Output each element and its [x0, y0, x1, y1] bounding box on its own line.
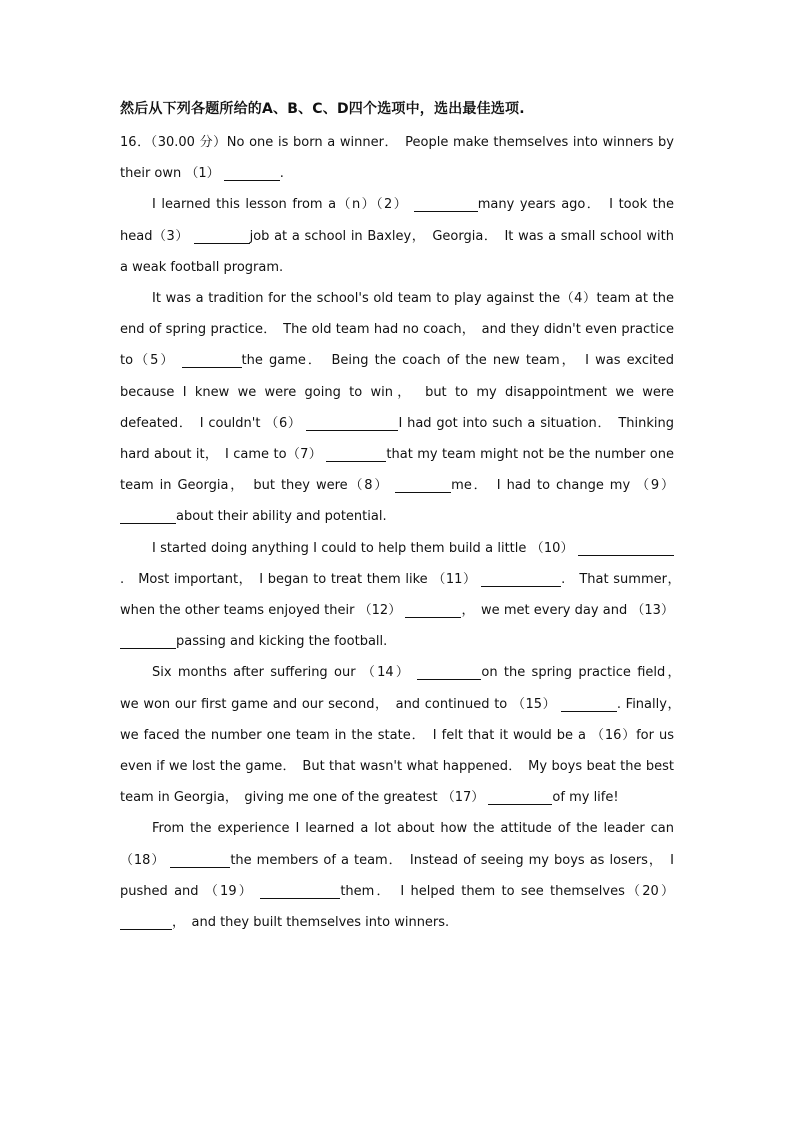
blank-20[interactable]	[120, 913, 172, 930]
paragraph-4: Six months after suffering our （14） on the spring practice field， we won our first game and our second， and continued to （15） . Finally， we faced the number one team in the state． I felt that it would be a （16）for us even if we lost the game． But that wasn't what happened． My boys beat the best team in Georgia， giving me one of the greatest （17） of my life!	[120, 665, 688, 806]
blank-15[interactable]	[561, 695, 617, 712]
blank-19[interactable]	[260, 882, 340, 899]
blank-7[interactable]	[326, 445, 386, 462]
blank-6[interactable]	[306, 414, 398, 431]
blank-10[interactable]	[578, 539, 674, 556]
blank-17[interactable]	[488, 788, 552, 805]
question-16-intro: 16．（30.00 分）No one is born a winner． People make themselves into winners by their own （1） .	[120, 135, 674, 182]
blank-1[interactable]	[224, 164, 280, 181]
blank-14[interactable]	[417, 663, 481, 680]
paragraph-5: From the experience I learned a lot about how the attitude of the leader can（18） the members of a team． Instead of seeing my boys as losers， I pushed and （19） them． I helped them to see themselves（20） ， and they built themselves into winners.	[120, 821, 674, 931]
cloze-passage	[120, 127, 688, 938]
paragraph-3: I started doing anything I could to help them build a little （10） . Most important， I began to treat them like （11） . That summer， when the other teams enjoyed their （12） ， we met every day and （13） passing and kicking the football.	[120, 540, 688, 650]
question-score: （30.00 分）	[150, 135, 227, 150]
blank-12[interactable]	[405, 601, 461, 618]
blank-5[interactable]	[182, 351, 242, 368]
paragraph-1: I learned this lesson from a（n）（2） many years ago． I took the head（3） job at a school in Baxley， Georgia． It was a small school with a weak football program.	[120, 197, 674, 275]
paragraph-2: It was a tradition for the school's old team to play against the（4）team at the end of spring practice． The old team had no coach， and they didn't even practice to（5） the game． Being the coach of the new team， I was excited because I knew we were going to win， but to my disappointment we were defeated． I couldn't （6） I had got into such a situation． Thinking hard about it， I came to（7） that my team might not be the number one team in Georgia， but they were（8） me． I had to change my （9） about their ability and potential.	[120, 291, 675, 525]
blank-2[interactable]	[414, 195, 478, 212]
blank-13[interactable]	[120, 632, 176, 649]
blank-11[interactable]	[481, 570, 561, 587]
section-instruction: 然后从下列各题所给的A、B、C、D四个选项中，选出最佳选项.	[120, 101, 525, 117]
question-number: 16．	[120, 135, 151, 150]
blank-3[interactable]	[194, 227, 250, 244]
blank-8[interactable]	[395, 476, 451, 493]
blank-9[interactable]	[120, 507, 176, 524]
blank-18[interactable]	[170, 851, 230, 868]
